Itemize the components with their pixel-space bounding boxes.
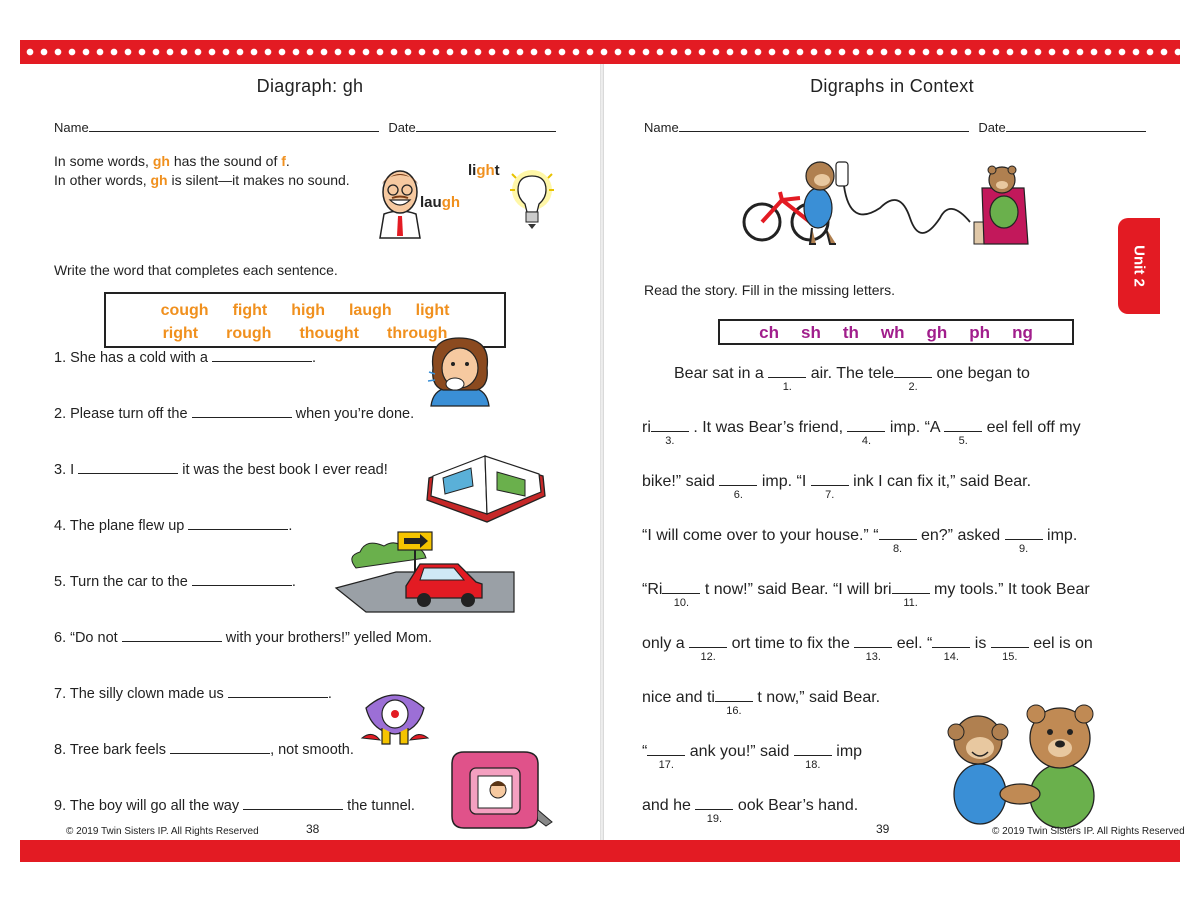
- right-copyright: © 2019 Twin Sisters IP. All Rights Reserved: [992, 826, 1185, 837]
- blank-number: 1.: [782, 381, 792, 393]
- missing-letters-blank[interactable]: [847, 418, 885, 447]
- answer-blank[interactable]: [170, 742, 270, 754]
- open-book-illustration: [425, 448, 547, 524]
- light-bulb-illustration: [508, 168, 554, 232]
- story-line: Bear sat in a 1. air. The tele 2. one began to: [674, 365, 1030, 393]
- blank-number: 3.: [665, 435, 675, 447]
- missing-letters-blank[interactable]: [854, 634, 892, 663]
- digraph-option: sh: [801, 323, 821, 342]
- digraph-option: gh: [926, 323, 948, 342]
- blank-number: 6.: [733, 489, 743, 501]
- left-page-title: Diagraph: gh: [256, 76, 364, 96]
- right-instruction: Read the story. Fill in the missing letters.: [644, 282, 896, 298]
- story-line: and he 19. ook Bear’s hand.: [642, 797, 859, 825]
- date-line[interactable]: [416, 122, 556, 132]
- missing-letters-blank[interactable]: [768, 364, 806, 393]
- laugh-label: laugh: [420, 194, 461, 211]
- gh-intro-text: In some words, gh has the sound of f. In other words, gh is silent—it makes no sound.: [54, 153, 350, 188]
- blank-number: 18.: [805, 759, 821, 771]
- answer-blank[interactable]: [78, 462, 178, 474]
- answer-blank[interactable]: [228, 686, 328, 698]
- answer-blank[interactable]: [192, 574, 292, 586]
- blank-number: 11.: [903, 597, 918, 609]
- blank-number: 16.: [726, 705, 742, 717]
- missing-letters-blank[interactable]: [1005, 526, 1043, 555]
- left-instruction: Write the word that completes each sentence.: [54, 262, 338, 278]
- missing-letters-blank[interactable]: [695, 796, 733, 825]
- word-bank-word: light: [415, 302, 450, 319]
- blank-number: 7.: [825, 489, 835, 501]
- missing-letters-blank[interactable]: [719, 472, 757, 501]
- blank-number: 19.: [706, 813, 723, 825]
- word-bank-word: right: [162, 325, 199, 342]
- name-label: Name: [54, 120, 89, 135]
- missing-letters-blank[interactable]: [811, 472, 849, 501]
- word-bank-word: thought: [299, 325, 359, 342]
- bottom-border: [20, 840, 1180, 862]
- sentence-question: 8. Tree bark feels , not smooth.: [54, 742, 354, 758]
- digraph-bank: [718, 319, 1074, 345]
- unit-tab-label: Unit 2: [1130, 245, 1148, 287]
- digraph-option: th: [842, 323, 859, 342]
- missing-letters-blank[interactable]: [894, 364, 932, 393]
- sentence-question: 6. “Do not with your brothers!” yelled Mom.: [54, 630, 433, 646]
- word-bank-word: through: [386, 325, 448, 342]
- missing-letters-blank[interactable]: [647, 742, 685, 771]
- answer-blank[interactable]: [212, 350, 312, 362]
- silly-clown-illustration: [360, 688, 430, 748]
- story-line: bike!” said 6. imp. “I 7. ink I can fix it,” said Bear.: [642, 473, 1032, 501]
- sentence-question: 1. She has a cold with a .: [54, 350, 317, 366]
- sentence-question: 4. The plane flew up .: [54, 518, 293, 534]
- dotted-top-border: [20, 40, 1180, 64]
- name-line[interactable]: [679, 122, 969, 132]
- monkey-calling-bear-illustration: [740, 148, 1030, 248]
- right-page: [604, 64, 1185, 840]
- answer-blank[interactable]: [122, 630, 222, 642]
- name-label: Name: [644, 120, 679, 135]
- blank-number: 5.: [958, 435, 968, 447]
- blank-number: 15.: [1002, 651, 1018, 663]
- word-bank-word: fight: [232, 302, 268, 319]
- blank-number: 13.: [865, 651, 881, 663]
- digraph-option: ch: [759, 323, 779, 342]
- right-page-number: 39: [876, 822, 890, 836]
- word-bank-word: rough: [226, 325, 272, 342]
- date-label: Date: [388, 120, 416, 135]
- sentence-question: 9. The boy will go all the way the tunnel.: [54, 798, 415, 814]
- missing-letters-blank[interactable]: [651, 418, 689, 447]
- word-bank-word: high: [291, 302, 325, 319]
- story-line: “Ri 10. t now!” said Bear. “I will bri 11. my tools.” It took Bear: [642, 581, 1090, 609]
- right-name-row: [644, 120, 1146, 135]
- unit-tab[interactable]: [1118, 218, 1160, 314]
- answer-blank[interactable]: [192, 406, 292, 418]
- blank-number: 2.: [908, 381, 918, 393]
- left-page-number: 38: [306, 822, 320, 836]
- workbook-spread: [20, 40, 1185, 862]
- sentence-question: 7. The silly clown made us .: [54, 686, 332, 702]
- blank-number: 17.: [658, 759, 674, 771]
- blank-number: 4.: [861, 435, 872, 447]
- monkey-and-bear-shaking-hands-illustration: [934, 700, 1114, 830]
- left-page: [20, 64, 600, 840]
- car-at-road-sign-illustration: [336, 528, 514, 612]
- story-line: nice and ti 16. t now,” said Bear.: [642, 689, 881, 717]
- name-line[interactable]: [89, 122, 379, 132]
- blank-number: 8.: [892, 543, 903, 555]
- missing-letters-blank[interactable]: [991, 634, 1029, 663]
- digraph-option: ng: [1012, 323, 1033, 342]
- missing-letters-blank[interactable]: [794, 742, 832, 771]
- digraph-option: wh: [880, 323, 905, 342]
- word-bank-word: cough: [160, 302, 209, 319]
- date-label: Date: [978, 120, 1006, 135]
- missing-letters-blank[interactable]: [689, 634, 727, 663]
- missing-letters-blank[interactable]: [932, 634, 970, 663]
- digraph-option: ph: [969, 323, 991, 342]
- missing-letters-blank[interactable]: [662, 580, 700, 609]
- missing-letters-blank[interactable]: [715, 688, 753, 717]
- story-line: ri 3. . It was Bear’s friend, 4. imp. “A 5. eel fell off my: [642, 419, 1081, 447]
- blank-number: 14.: [943, 651, 959, 663]
- girl-coughing-illustration: [425, 334, 495, 406]
- blank-number: 12.: [700, 651, 716, 663]
- sentence-question: 5. Turn the car to the .: [54, 574, 296, 590]
- missing-letters-blank[interactable]: [879, 526, 917, 555]
- story-line: “I will come over to your house.” “ 8. en?” asked 9. imp.: [642, 527, 1078, 555]
- missing-letters-blank[interactable]: [892, 580, 930, 609]
- story-line: only a 12. ort time to fix the 13. eel. “ 14. is 15. eel is on: [642, 635, 1093, 663]
- story-line: “ 17. ank you!” said 18. imp: [642, 743, 863, 771]
- boy-in-tunnel-illustration: [448, 750, 556, 830]
- answer-blank[interactable]: [188, 518, 288, 530]
- light-label: light: [468, 162, 500, 179]
- left-copyright: © 2019 Twin Sisters IP. All Rights Reserved: [66, 826, 259, 837]
- blank-number: 10.: [673, 597, 690, 609]
- word-bank-word: laugh: [348, 302, 392, 319]
- answer-blank[interactable]: [243, 798, 343, 810]
- sentence-question: 2. Please turn off the when you’re done.: [54, 406, 415, 422]
- missing-letters-blank[interactable]: [944, 418, 982, 447]
- right-page-title: Digraphs in Context: [810, 76, 974, 96]
- blank-number: 9.: [1019, 543, 1029, 555]
- date-line[interactable]: [1006, 122, 1146, 132]
- left-name-row: [54, 120, 556, 135]
- sentence-question: 3. I it was the best book I ever read!: [54, 462, 388, 478]
